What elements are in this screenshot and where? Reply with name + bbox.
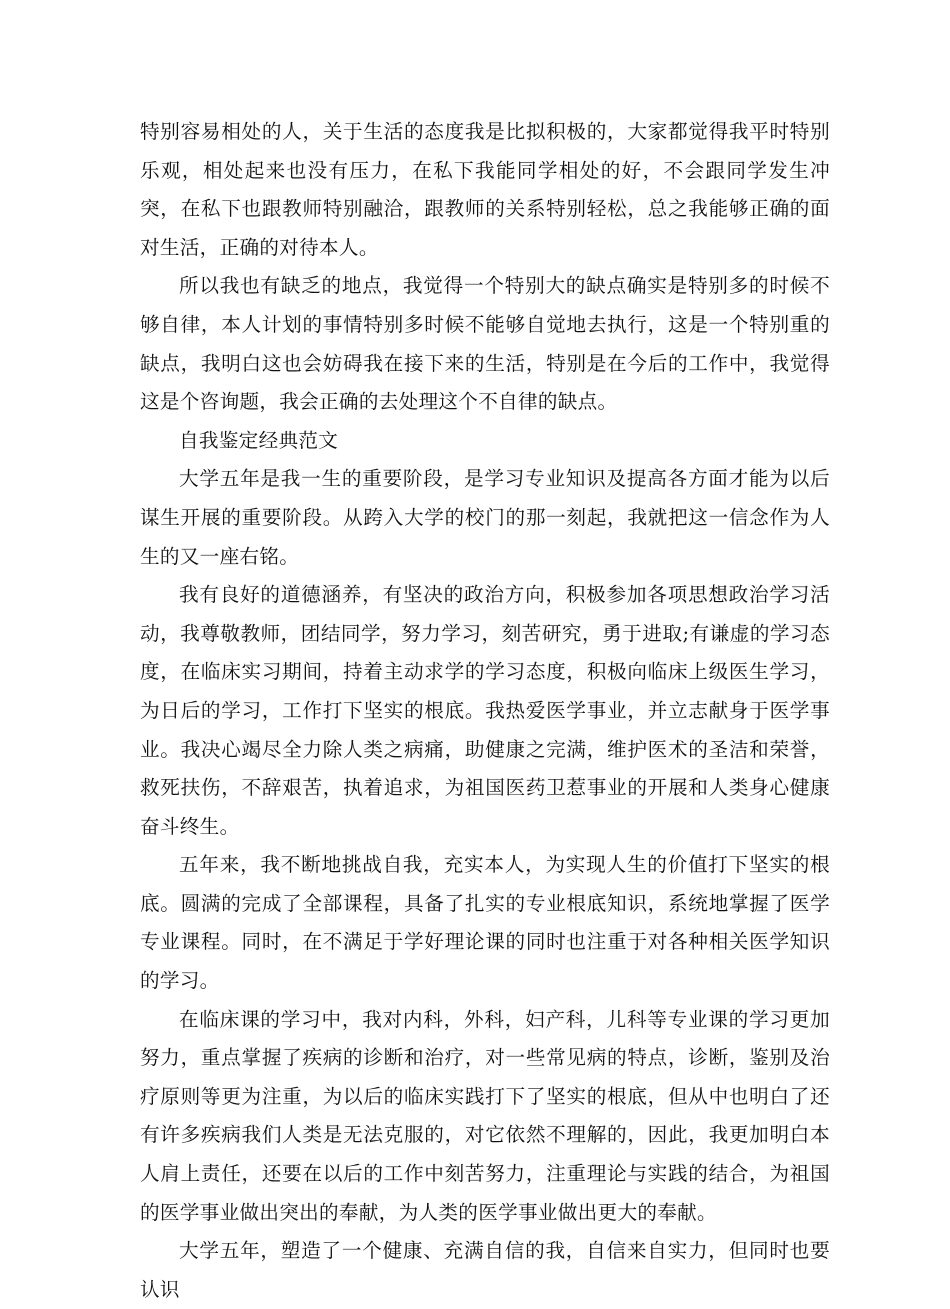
paragraph-2: 所以我也有缺乏的地点，我觉得一个特别大的缺点确实是特别多的时候不够自律，本人计划的事情特别多时候不能够自觉地去执行，这是一个特别重的缺点，我明白这也会妨碍我在接下来的生活，特别是在今后的工作中，我觉得这是个咨询题，我会正确的去处理这个不自律的缺点。: [140, 274, 830, 414]
paragraph-6: 在临床课的学习中，我对内科，外科，妇产科，儿科等专业课的学习更加努力，重点掌握了疾病的诊断和治疗，对一些常见病的特点，诊断，鉴别及治疗原则等更为注重，为以后的临床实践打下了坚实的根底，但从中也明白了还有许多疾病我们人类是无法克服的，对它依然不理解的，因此，我更加明白本人肩上责任，还要在以后的工作中刻苦努力，注重理论与实践的结合，为祖国的医学事业做出突出的奉献，为人类的医学事业做出更大的奉献。: [140, 1007, 830, 1224]
document-body: [140, 113, 830, 1309]
paragraph-3: 大学五年是我一生的重要阶段，是学习专业知识及提高各方面才能为以后谋生开展的重要阶段。从跨入大学的校门的那一刻起，我就把这一信念作为人生的又一座右铭。: [140, 467, 830, 568]
paragraph-5: 五年来，我不断地挑战自我，充实本人，为实现人生的价值打下坚实的根底。圆满的完成了全部课程，具备了扎实的专业根底知识，系统地掌握了医学专业课程。同时，在不满足于学好理论课的同时也注重于对各种相关医学知识的学习。: [140, 853, 830, 993]
paragraph-4: 我有良好的道德涵养，有坚决的政治方向，积极参加各项思想政治学习活动，我尊敬教师，团结同学，努力学习，刻苦研究，勇于进取;有谦虚的学习态度，在临床实习期间，持着主动求学的学习态度，积极向临床上级医生学习，为日后的学习，工作打下坚实的根底。我热爱医学事业，并立志献身于医学事业。我决心竭尽全力除人类之病痛，助健康之完满，维护医术的圣洁和荣誉，救死扶伤，不辞艰苦，执着追求，为祖国医药卫惹事业的开展和人类身心健康奋斗终生。: [140, 583, 830, 838]
paragraph-1: 特别容易相处的人，关于生活的态度我是比拟积极的，大家都觉得我平时特别乐观，相处起来也没有压力，在私下我能同学相处的好，不会跟同学发生冲突，在私下也跟教师特别融洽，跟教师的关系特别轻松，总之我能够正确的面对生活，正确的对待本人。: [140, 120, 830, 259]
section-heading: 自我鉴定经典范文: [179, 428, 339, 452]
paragraph-7: 大学五年，塑造了一个健康、充满自信的我，自信来自实力，但同时也要认识: [140, 1239, 830, 1301]
